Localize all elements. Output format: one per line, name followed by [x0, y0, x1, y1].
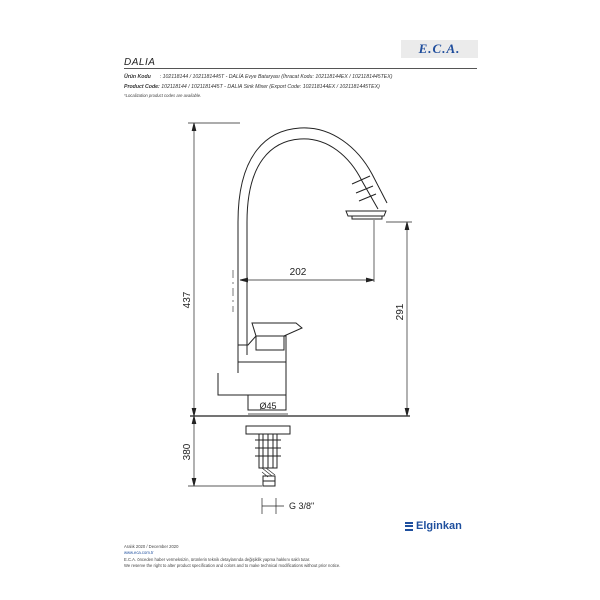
dim-437-line [188, 123, 240, 416]
footer-disclaimer-en: We reserve the right to alter product specification and colors and to make technical modifications without prior notice. [124, 563, 341, 568]
dim-202-line [240, 220, 374, 282]
dim-437-label: 437 [182, 291, 193, 309]
localization-note: *Localization product codes are available. [124, 93, 202, 98]
dim-connection-label: G 3/8" [289, 501, 315, 511]
dim-diameter-label: Ø45 [259, 401, 277, 411]
elginkan-logo-text: Elginkan [416, 520, 462, 532]
product-code-en-value: 102118144 / 1021181445T - DALIA Sink Mixer (Export Code: 102118144EX / 1021181445TEX) [161, 84, 380, 90]
product-code-en-label: Product Code: [124, 84, 160, 90]
footer-disclaimer-tr: E.C.A. önceden haber vermeksizin, ürünlerin teknik detaylarında değişiklik yapma hakkını saklı tutar. [124, 557, 311, 562]
mixer-body [218, 336, 286, 395]
product-title: DALIA [124, 57, 156, 68]
eca-logo: E.C.A. [401, 40, 478, 58]
elginkan-mark-icon [405, 522, 413, 531]
elginkan-logo [405, 520, 462, 532]
footer-website[interactable]: www.eca.com.tr [124, 550, 154, 555]
dim-380-label: 380 [182, 443, 193, 461]
footer-date: Aralık 2020 / December 2020 [124, 544, 179, 549]
dim-202-label: 202 [289, 267, 307, 278]
product-code-tr-value: : 102118144 / 1021181445T - DALİA Evye Bataryası (İhracat Kodu: 102118144EX / 1021181445TEX) [159, 74, 393, 80]
dim-291-label: 291 [395, 303, 406, 321]
aerator [346, 176, 386, 219]
product-code-tr-label: Ürün Kodu [124, 74, 151, 80]
dim-connection-line [262, 498, 284, 514]
mixer-lever [252, 323, 302, 336]
